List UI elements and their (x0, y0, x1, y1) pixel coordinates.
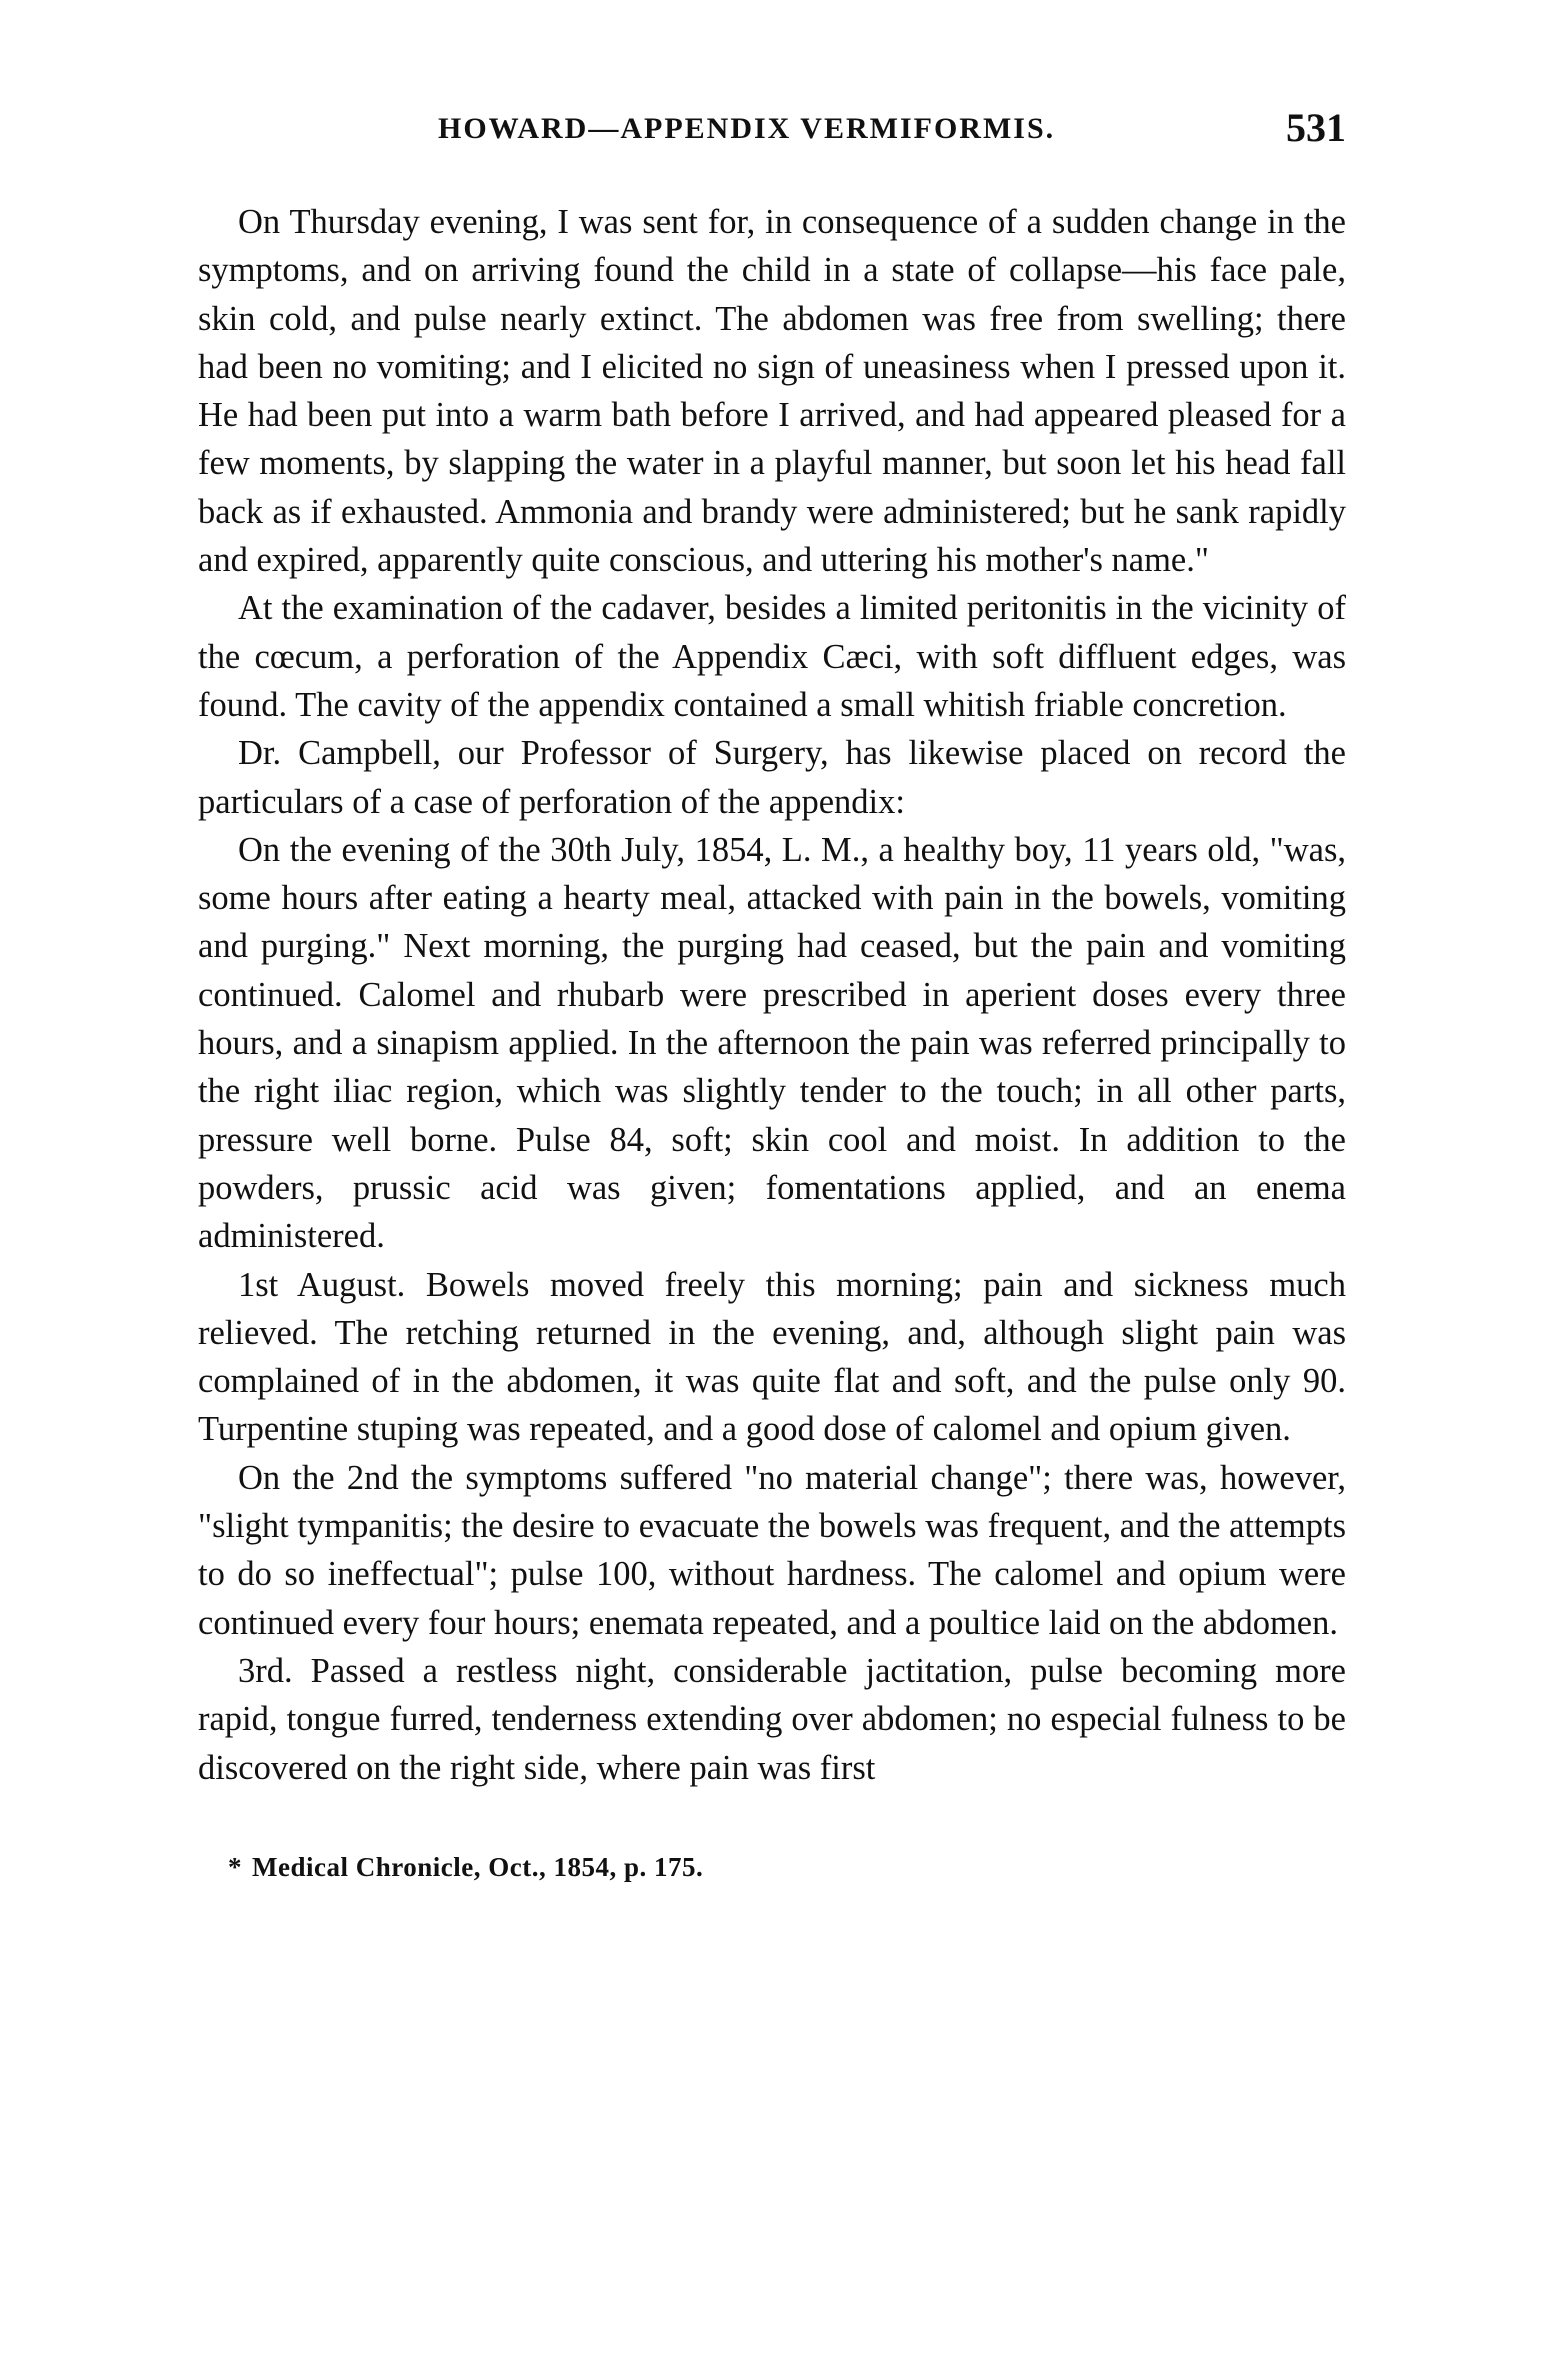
footnote-text: Medical Chronicle, Oct., 1854, p. 175. (252, 1851, 704, 1882)
body-text (198, 198, 1346, 1792)
paragraph-second-day: On the 2nd the symptoms suffered "no material change"; there was, however, "slight tympanitis; the desire to evacuate the bowels was frequent, and the attempts to do so ineffectual"; pulse 100, without hardness. The calomel and opium were continued every four hours; enemata repeated, and a poultice laid on the abdomen. (198, 1458, 1346, 1642)
paragraph-third-day: 3rd. Passed a restless night, considerable jactitation, pulse becoming more rapid, tongue furred, tenderness extending over abdomen; no especial fulness to be discovered on the right side, where pain was first (198, 1651, 1346, 1787)
paragraph-case-onset: On the evening of the 30th July, 1854, L. M., a healthy boy, 11 years old, "was, some hours after eating a hearty meal, attacked with pain in the bowels, vomiting and purging." Next morning, the purging had ceased, but the pain and vomiting continued. Calomel and rhubarb were prescribed in aperient doses every three hours, and a sinapism applied. In the afternoon the pain was referred principally to the right iliac region, which was slightly tender to the touch; in all other parts, pressure well borne. Pulse 84, soft; skin cool and moist. In addition to the powders, prussic acid was given; fomentations applied, and an enema administered. (198, 830, 1346, 1256)
page-number: 531 (1286, 105, 1346, 150)
paragraph-cadaver-examination: At the examination of the cadaver, besides a limited peritonitis in the vicinity of the cœcum, a perforation of the Appendix Cæci, with soft diffluent edges, was found. The cavity of the appendix contained a small whitish friable concretion. (198, 589, 1346, 724)
paragraph-campbell-intro: Dr. Campbell, our Professor of Surgery, has likewise placed on record the particulars of a case of perforation of the appendix: (198, 734, 1346, 821)
running-head (198, 100, 1346, 170)
paragraph-collapse-account: On Thursday evening, I was sent for, in consequence of a sudden change in the symptoms, and on arriving found the child in a state of collapse—his face pale, skin cold, and pulse nearly extinct. The abdomen was free from swelling; there had been no vomiting; and I elicited no sign of uneasiness when I pressed upon it. He had been put into a warm bath before I arrived, and had appeared pleased for a few moments, by slapping the water in a playful manner, but soon let his head fall back as if exhausted. Ammonia and brandy were administered; but he sank rapidly and expired, apparently quite conscious, and uttering his mother's name." (198, 203, 1346, 580)
footnote-mark: * (228, 1851, 242, 1882)
book-page (198, 100, 1346, 1883)
paragraph-first-august: 1st August. Bowels moved freely this morning; pain and sickness much relieved. The retching returned in the evening, and, although slight pain was complained of in the abdomen, it was quite flat and soft, and the pulse only 90. Turpentine stuping was repeated, and a good dose of calomel and opium given. (198, 1265, 1346, 1449)
running-title: HOWARD—APPENDIX VERMIFORMIS. (438, 112, 1056, 145)
footnote (228, 1852, 1346, 1883)
